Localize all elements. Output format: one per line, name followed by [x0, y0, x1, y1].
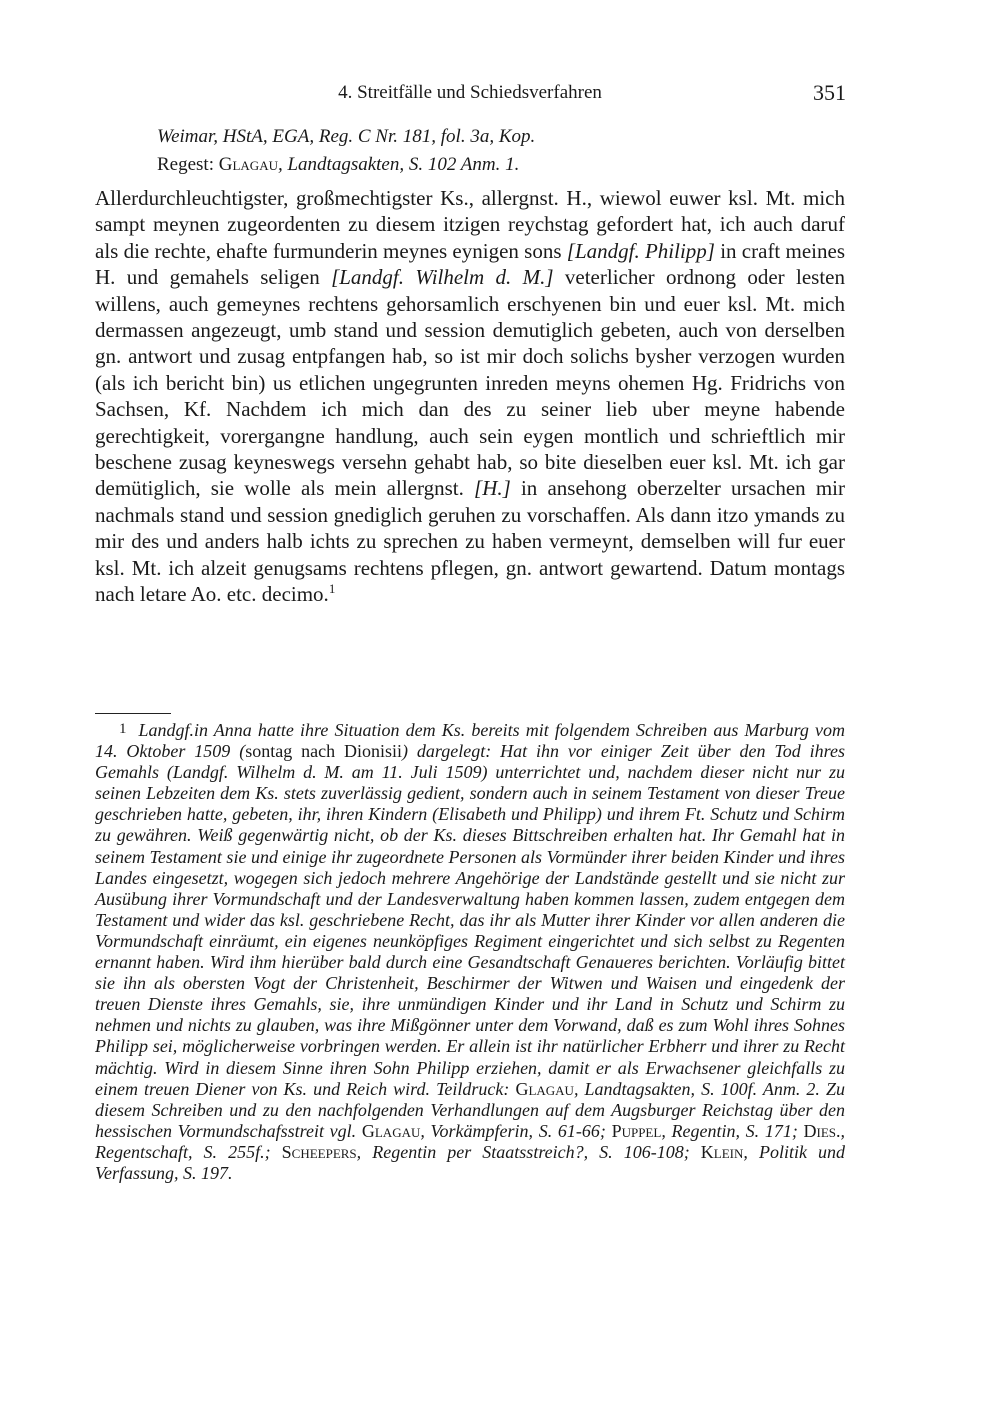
footnote-text: , Regentin, S. 171;: [661, 1120, 804, 1141]
footnote-text: , Politik und Verfassung, S. 197.: [95, 1141, 846, 1183]
footnote-text: , Vorkämpferin, S. 61-66;: [420, 1120, 612, 1141]
footnote-text: , Landtagsakten, S. 100f. Anm. 2. Zu diesem Schreiben und zu den nachfolgenden Verhandlungen auf dem Augsburger Reichstag über den hessischen Vormundschafsstreit vgl.: [95, 1078, 845, 1141]
footnote-text: ) dargelegt: Hat ihn vor einiger Zeit über den Tod ihres Gemahls (Landgf. Wilhelm d. M. am 11. Juli 1509) unterrichtet und, nachdem dieser nicht nur zu seinen Lebzeiten dem Ks. stets zuverlässig gedient, sondern auch in seinem Testament von dieser Treue geschrieben hatte, gebeten, ihr, ihren Kindern (Elisabeth und Philipp) und ihrem Ft. Schutz und Schirm zu gewähren. Weiß gegenwärtig nicht, ob der Ks. dieses Bittschreiben erhalten hat. Ihr Gemahl hat in seinem Testament sie und einige ihr zugeordnete Personen als Vormünder ihrer beiden Kinder und ihres Landes eingesetzt, wogegen sich jedoch mehrere Angehörige der Landstände gestellt und sie nicht zur Ausübung ihrer Vormundschaft und der Landesverwaltung haben kommen lassen, zudem entgegen dem Testament und wider das ksl. geschriebene Recht, das ihr als Mutter ihrer Kinder vor allen anderen die Vormundschaft einräumt, ein eigenes neunköpfiges Regiment eingerichtet und sich selbst zu Regenten ernannt haben. Wird ihm hierüber bald durch eine Gesandtschaft Genaueres berichten. Vorläufig bittet sie ihn als obersten Vogt der Christenheit, Beschirmer der Witwen und Waisen und eingedenk der treuen Dienste ihres Gemahls, sie, ihre unmündigen Kinder und ihr Land in Schutz und Schirm zu nehmen und nichts zu glauben, was ihre Mißgönner unter dem Vorwand, daß es zum Wohl ihres Sohnes Philipp sei, möglicherweise vorbringen werden. Er allein ist ihr natürlicher Erbherr und ihrer zu Recht mächtig. Wird in diesem Sinne ihren Sohn Philipp erziehen, damit er als Erwachsener gleichfalls zu einem treuen Diener von Ks. und Reich wird. Teildruck:: [95, 741, 846, 1099]
footnote-reference: 1: [328, 581, 336, 597]
letter-text-part: in ansehong oberzelter ursachen mir nachmals stand und session gnediglich geruhen zu vorschaffen. Als dann itzo ymands zu mir des und anders halb ichts zu sprechen zu haben vermeynt, demselben will fur euer ksl. Mt. ich alzeit genugsams rechtens pflegen, gn. antwort gewartend. Datum montags nach letare Ao. etc. decimo.: [95, 476, 845, 607]
footnote-quote: sontag nach Dionisii: [245, 741, 402, 762]
regest-citation: [157, 152, 857, 178]
page-number: 351: [813, 80, 846, 105]
footnote-marker: 1: [119, 721, 127, 737]
footnote-author: Puppel: [611, 1120, 662, 1141]
footnote-text: , Regentschaft, S. 255f.;: [95, 1120, 845, 1162]
section-title: 4. Streitfälle und Schiedsverfahren: [338, 82, 602, 103]
footnote-text: , Regentin per Staatsstreich?, S. 106-108;: [356, 1141, 701, 1162]
regest-author: Glagau: [218, 154, 278, 175]
footnote-author: Glagau: [361, 1120, 421, 1141]
footnote: [95, 719, 845, 1184]
editorial-insert: [Landgf. Philipp]: [566, 238, 715, 263]
letter-text-part: veterlicher ordnong oder lesten willens, auch gemeynes rechtens gehorsamlich erschyenen bin und euer ksl. Mt. mich dermassen angezeugt, umb stand und session demutiglich gebeten, auch von derselben gn. antwort und zusag entpfangen hab, so ist mir doch solichs bysher verzogen wurden (als ich bericht bin) us etlichen ungegrunten inreden meyns ohemen Hg. Fridrichs von Sachsen, Kf. Nachdem ich mich dan des zu seiner lieb uber meyne habende gerechtigkeit, vorergangne handlung, auch sein eygen montlich und schrieftlich mir beschene zusag keyneswegs versehn gehabt hab, so bite dieselben euer ksl. Mt. ich gar demütiglich, sie wolle als mein allergnst.: [95, 265, 845, 501]
regest-label: Regest:: [157, 154, 214, 175]
footnote-author: Klein: [700, 1141, 744, 1162]
archive-source: Weimar, HStA, EGA, Reg. C Nr. 181, fol. 3a, Kop.: [157, 126, 536, 147]
running-head: [0, 80, 1004, 106]
letter-text-part: in craft meines H. und gemahels seligen: [95, 238, 845, 290]
footnote-author: Glagau: [515, 1078, 574, 1099]
footnote-author: Dies.: [803, 1120, 841, 1141]
footnote-text: Landgf.in Anna hatte ihre Situation dem Ks. bereits mit folgendem Schreiben aus Marburg vom 14. Oktober 1509 (: [95, 720, 845, 762]
footnote-author: Scheepers: [281, 1141, 357, 1162]
editorial-insert: [Landgf. Wilhelm d. M.]: [331, 265, 554, 290]
letter-text-part: Allerdurchleuchtigster, großmechtigster Ks., allergnst. H., wiewol euwer ksl. Mt. mich sampt meynen zugeordenten zu diesem itzigen reychstag gefordert hat, ich auch daruf als die rechte, ehafte furmunderin meynes eynigen sons: [95, 186, 845, 263]
footnote-divider: [95, 713, 171, 714]
regest-reference: , Landtagsakten, S. 102 Anm. 1.: [277, 154, 520, 175]
letter-text: [95, 185, 845, 608]
editorial-insert: [H.]: [474, 476, 511, 501]
